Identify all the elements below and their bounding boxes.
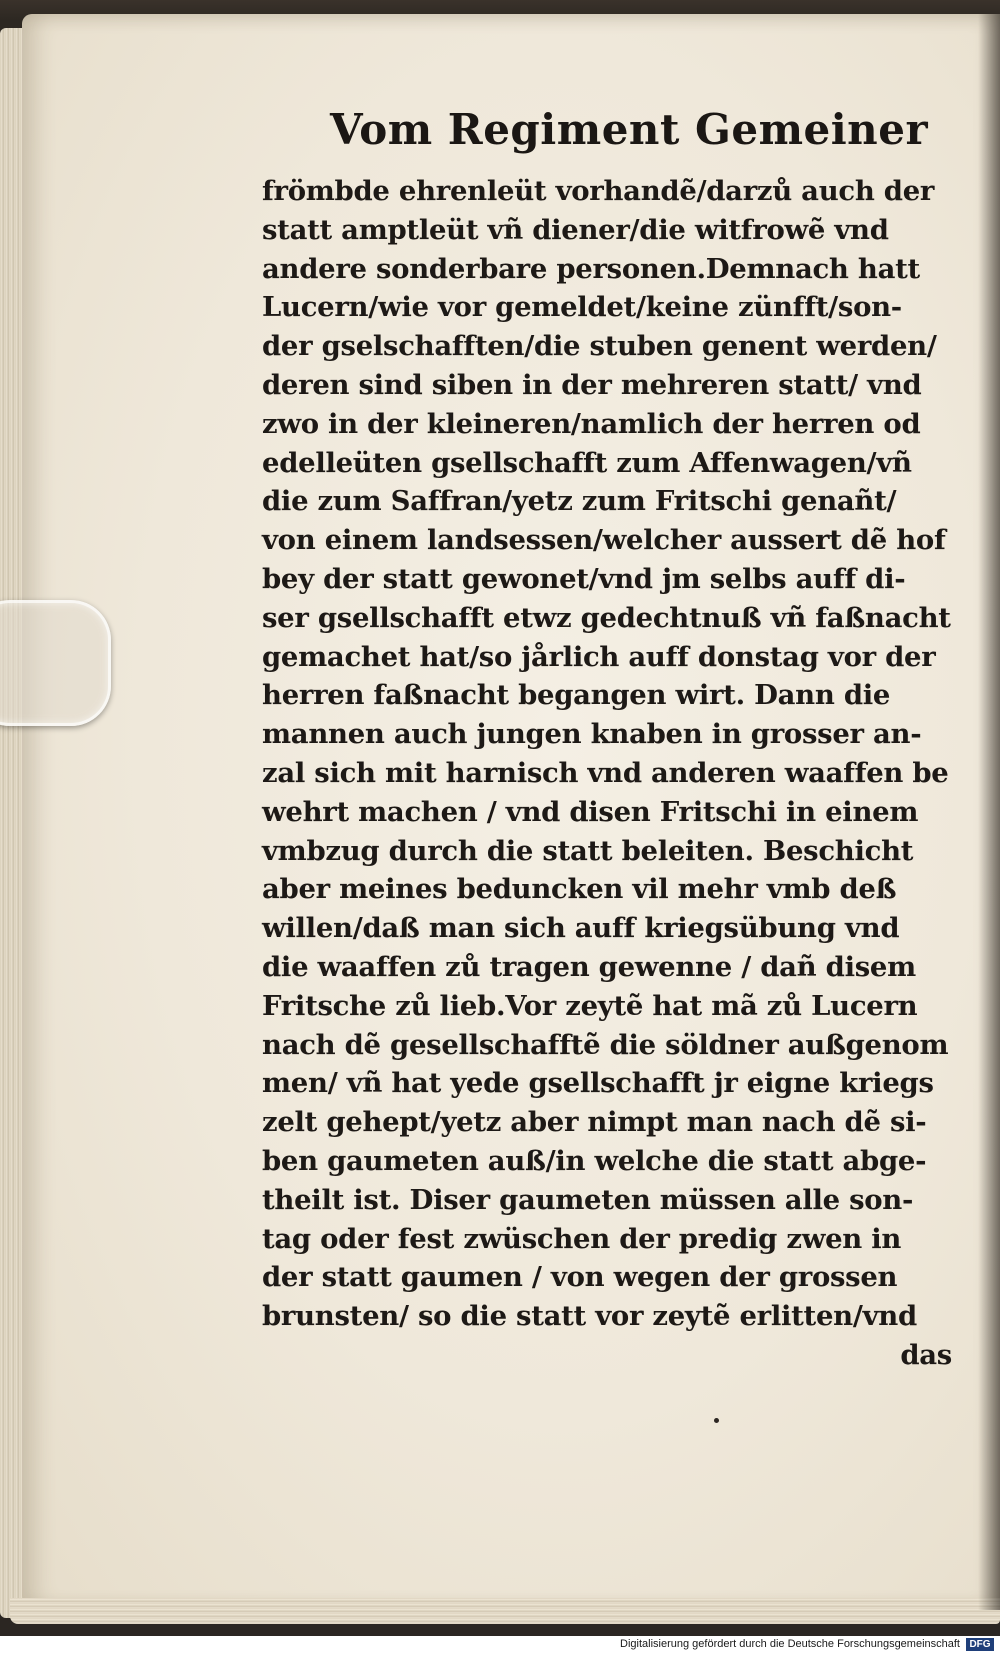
text-line: andere sonderbare personen.Demnach hatt	[262, 252, 920, 285]
page-text	[262, 172, 962, 1375]
text-line: der gselschafften/die stuben genent werden/	[262, 330, 937, 363]
text-line: zelt gehept/yetz aber nimpt man nach dẽ si-	[262, 1106, 927, 1139]
text-line: statt amptleüt vñ diener/die witfrowẽ vnd	[262, 213, 889, 246]
book-bottom-edge	[10, 1598, 1000, 1624]
text-line: ben gaumeten auß/in welche die statt abge-	[262, 1144, 927, 1177]
text-line: Fritsche zů lieb.Vor zeytẽ hat mã zů Lucern	[262, 989, 918, 1022]
text-line: nach dẽ gesellschafftẽ die söldner außgenom	[262, 1028, 949, 1061]
footer-credit: Digitalisierung gefördert durch die Deutsche Forschungsgemeinschaft	[620, 1638, 960, 1650]
text-line: theilt ist. Diser gaumeten müssen alle son-	[262, 1183, 914, 1216]
text-line: gemachet hat/so jårlich auff donstag vor der	[262, 640, 936, 673]
text-line: men/ vñ hat yede gsellschafft jr eigne kriegs	[262, 1067, 934, 1100]
text-line: mannen auch jungen knaben in grosser an-	[262, 718, 922, 751]
text-line: von einem landsessen/welcher aussert dẽ hof	[262, 524, 946, 557]
text-line: brunsten/ so die statt vor zeytẽ erlitten/vnd	[262, 1300, 917, 1333]
text-line: deren sind siben in der mehreren statt/ vnd	[262, 368, 922, 401]
text-line: die zum Saffran/yetz zum Fritschi genañt/	[262, 485, 897, 518]
bookmark-clip	[0, 600, 111, 726]
text-line: aber meines beduncken vil mehr vmb deß	[262, 873, 897, 906]
text-line: frömbde ehrenleüt vorhandẽ/darzů auch der	[262, 175, 935, 207]
text-line: Lucern/wie vor gemeldet/keine zünfft/son-	[262, 291, 902, 324]
text-line: ser gsellschafft etwz gedechtnuß vñ faßnacht	[262, 601, 951, 634]
text-line: der statt gaumen / von wegen der grossen	[262, 1261, 898, 1294]
text-line: tag oder fest zwüschen der predig zwen in	[262, 1222, 902, 1255]
ink-speck	[714, 1418, 719, 1423]
text-line: zal sich mit harnisch vnd anderen waaffen be	[262, 756, 949, 789]
running-head: Vom Regiment Gemeiner	[330, 105, 929, 154]
text-line: herren faßnacht begangen wirt. Dann die	[262, 679, 891, 712]
text-line: vmbzug durch die statt beleiten. Beschicht	[262, 834, 914, 867]
text-line: edelleüten gsellschafft zum Affenwagen/vñ	[262, 446, 912, 479]
text-line: willen/daß man sich auff kriegsübung vnd	[262, 912, 900, 945]
catchword: das	[900, 1338, 952, 1371]
gutter-shadow	[978, 14, 1000, 1610]
dfg-logo: DFG	[966, 1638, 994, 1651]
text-line: die waaffen zů tragen gewenne / dañ disem	[262, 950, 916, 983]
text-line: zwo in der kleineren/namlich der herren od	[262, 407, 921, 440]
text-line: wehrt machen / vnd disen Fritschi in einem	[262, 795, 919, 828]
text-line: bey der statt gewonet/vnd jm selbs auff di-	[262, 562, 906, 595]
